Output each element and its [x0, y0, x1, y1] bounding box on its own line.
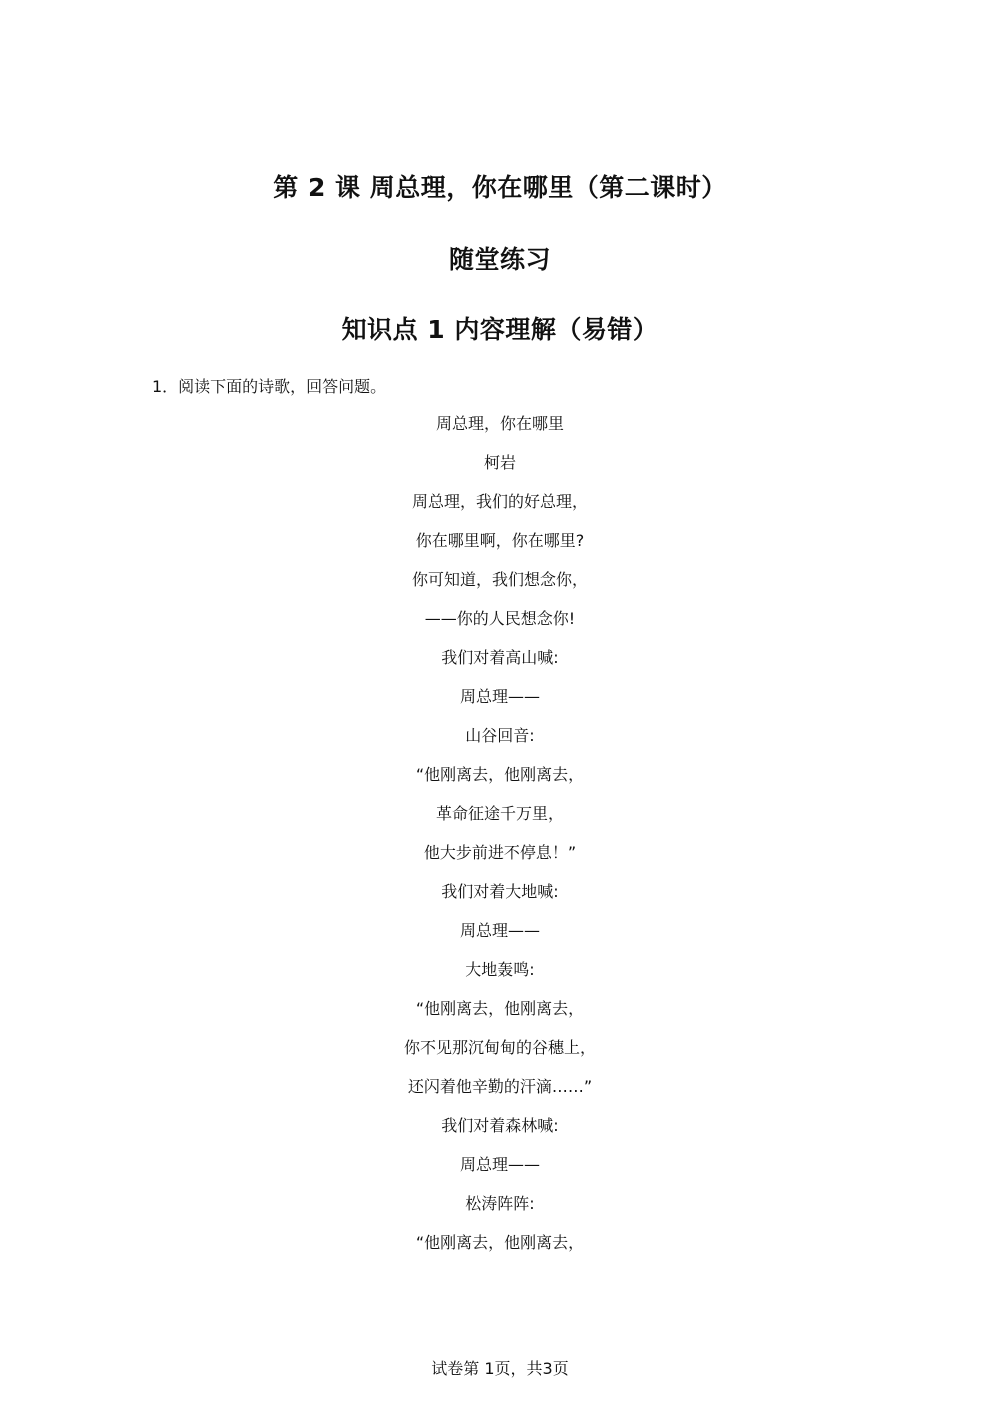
- poem-line: 你可知道，我们想念你，: [411, 570, 588, 589]
- poem-line: “他刚离去，他刚离去，: [415, 765, 585, 784]
- poem-line: 还闪着他辛勤的汗滴……”: [407, 1077, 593, 1096]
- poem-line: “他刚离去，他刚离去，: [415, 999, 585, 1018]
- page-footer: 试卷第 1页，共3页: [431, 1359, 569, 1378]
- poem-author: 柯岩: [483, 453, 516, 472]
- poem-text: [0, 404, 1000, 1262]
- poem-line: 他大步前进不停息！”: [423, 843, 577, 862]
- poem-line: “他刚离去，他刚离去，: [415, 1233, 585, 1252]
- poem-line: 我们对着大地喊:: [441, 882, 559, 901]
- poem-line: ——你的人民想念你!: [424, 609, 576, 628]
- poem-line: 周总理——: [459, 1155, 540, 1174]
- poem-title: 周总理，你在哪里: [435, 414, 564, 433]
- page-title: 第 2 课 周总理，你在哪里（第二课时）: [273, 173, 727, 202]
- poem-line: 我们对着高山喊:: [441, 648, 559, 667]
- poem-line: 周总理——: [459, 921, 540, 940]
- section-heading: 知识点 1 内容理解（易错）: [341, 315, 659, 344]
- poem-line: 周总理，我们的好总理，: [411, 492, 588, 511]
- page-subtitle: 随堂练习: [448, 245, 551, 274]
- poem-line: 你在哪里啊，你在哪里?: [415, 531, 585, 550]
- poem-line: 松涛阵阵:: [465, 1194, 535, 1213]
- poem-line: 我们对着森林喊:: [441, 1116, 559, 1135]
- poem-line: 革命征途千万里，: [435, 804, 564, 823]
- question-prompt: 1．阅读下面的诗歌，回答问题。: [152, 377, 387, 396]
- poem-line: 你不见那沉甸甸的谷穗上，: [403, 1038, 596, 1057]
- poem-line: 山谷回音:: [465, 726, 535, 745]
- poem-line: 周总理——: [459, 687, 540, 706]
- poem-line: 大地轰鸣:: [465, 960, 535, 979]
